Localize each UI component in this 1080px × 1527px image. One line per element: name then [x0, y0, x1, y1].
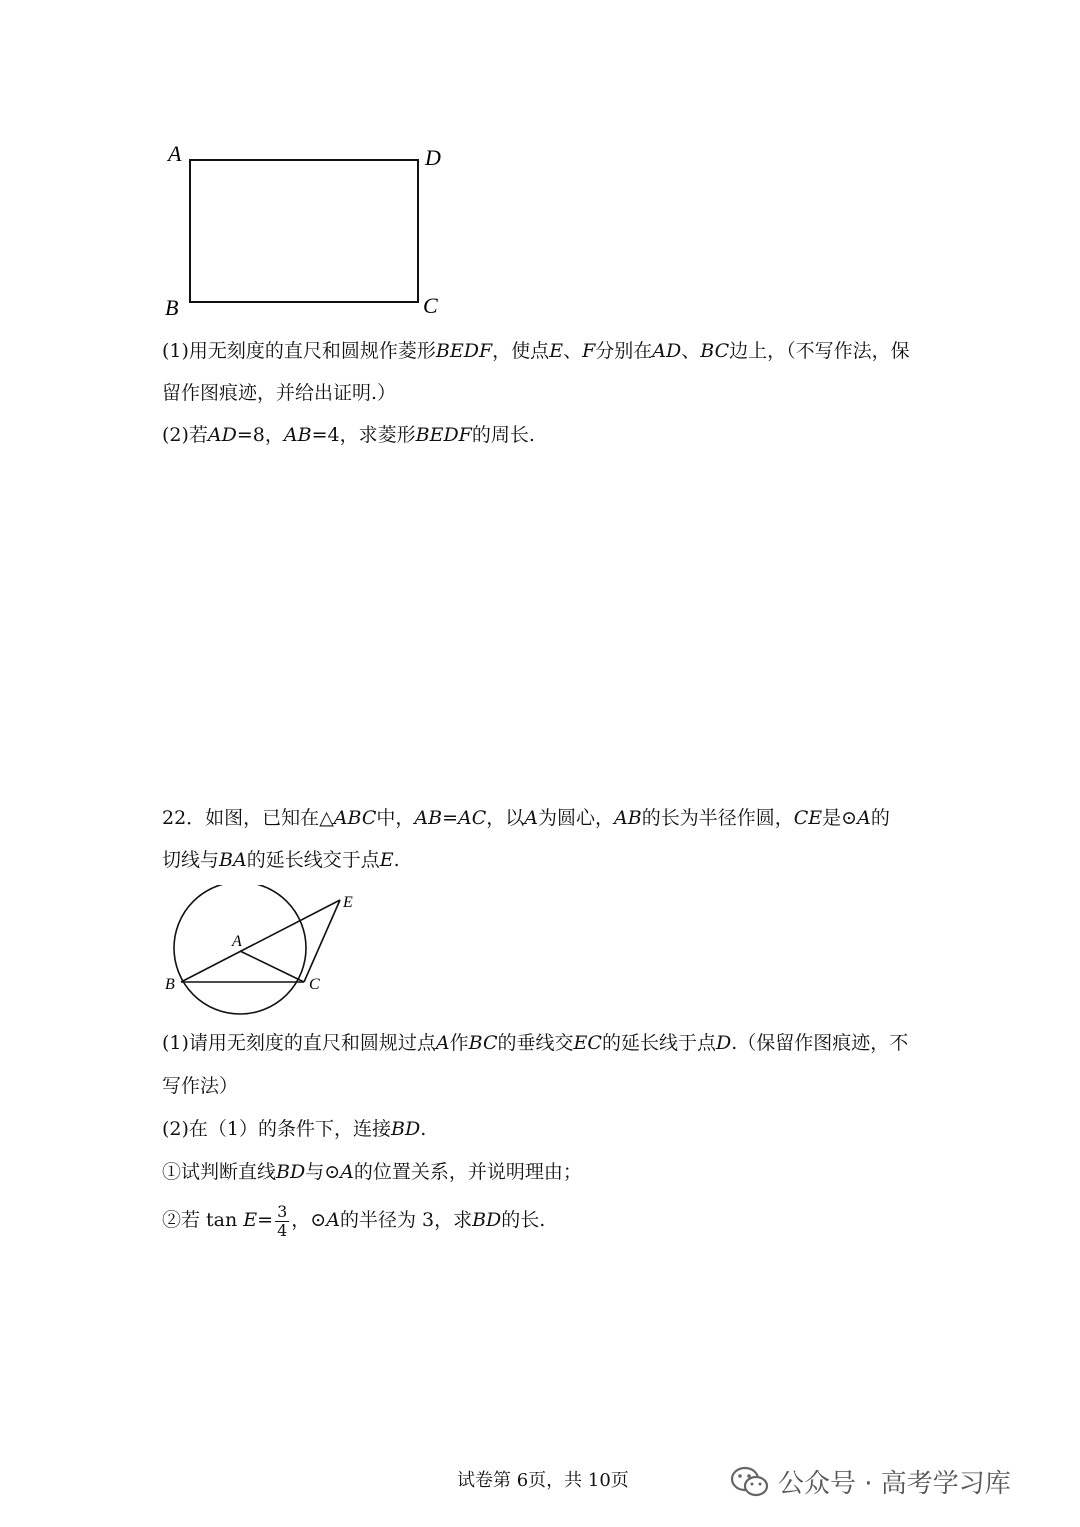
q22-sub1: ①试判断直线BD与⊙A的位置关系，并说明理由；	[162, 1161, 582, 1183]
q22-sub2: ②若 tan E= $\frac{3}{4}$ ，⊙A的半径为 3，求BD的长.	[162, 1201, 546, 1240]
circle-figure	[158, 885, 368, 1025]
page-footer: 试卷第 6页，共 10页	[457, 1470, 629, 1491]
rectangle-figure	[160, 135, 460, 325]
watermark	[730, 1463, 1011, 1500]
q22-part1: (1)请用无刻度的直尺和圆规过点A作BC的垂线交EC的延长线于点D.（保留作图痕迹，不	[162, 1032, 909, 1054]
q21-part1: (1)用无刻度的直尺和圆规作菱形BEDF，使点E、F分别在AD、BC边上，（不写作法，保	[162, 340, 910, 362]
label-b: B	[165, 976, 175, 993]
label-e: E	[343, 894, 353, 911]
q21-part2: (2)若AD=8，AB=4，求菱形BEDF的周长.	[162, 424, 535, 446]
label-c: C	[423, 293, 438, 318]
watermark-text: 公众号 · 高考学习库	[778, 1469, 1011, 1499]
label-c: C	[309, 976, 320, 993]
label-a: A	[232, 933, 242, 950]
q22-part1-cont: 写作法）	[162, 1075, 239, 1097]
label-a: A	[168, 141, 182, 166]
label-b: B	[165, 295, 179, 320]
wechat-icon	[730, 1465, 770, 1499]
q21-part1-cont: 留作图痕迹，并给出证明.）	[162, 382, 397, 404]
fraction: $\frac{3}{4}$	[277, 1201, 288, 1240]
label-d: D	[425, 145, 441, 170]
q22-stem-cont: 切线与BA的延长线交于点E.	[162, 849, 400, 871]
q22-part2: (2)在（1）的条件下，连接BD.	[162, 1118, 427, 1140]
q22-stem: 22．如图，已知在△ABC中，AB=AC，以A为圆心，AB的长为半径作圆，CE是⊙A的	[162, 807, 890, 829]
